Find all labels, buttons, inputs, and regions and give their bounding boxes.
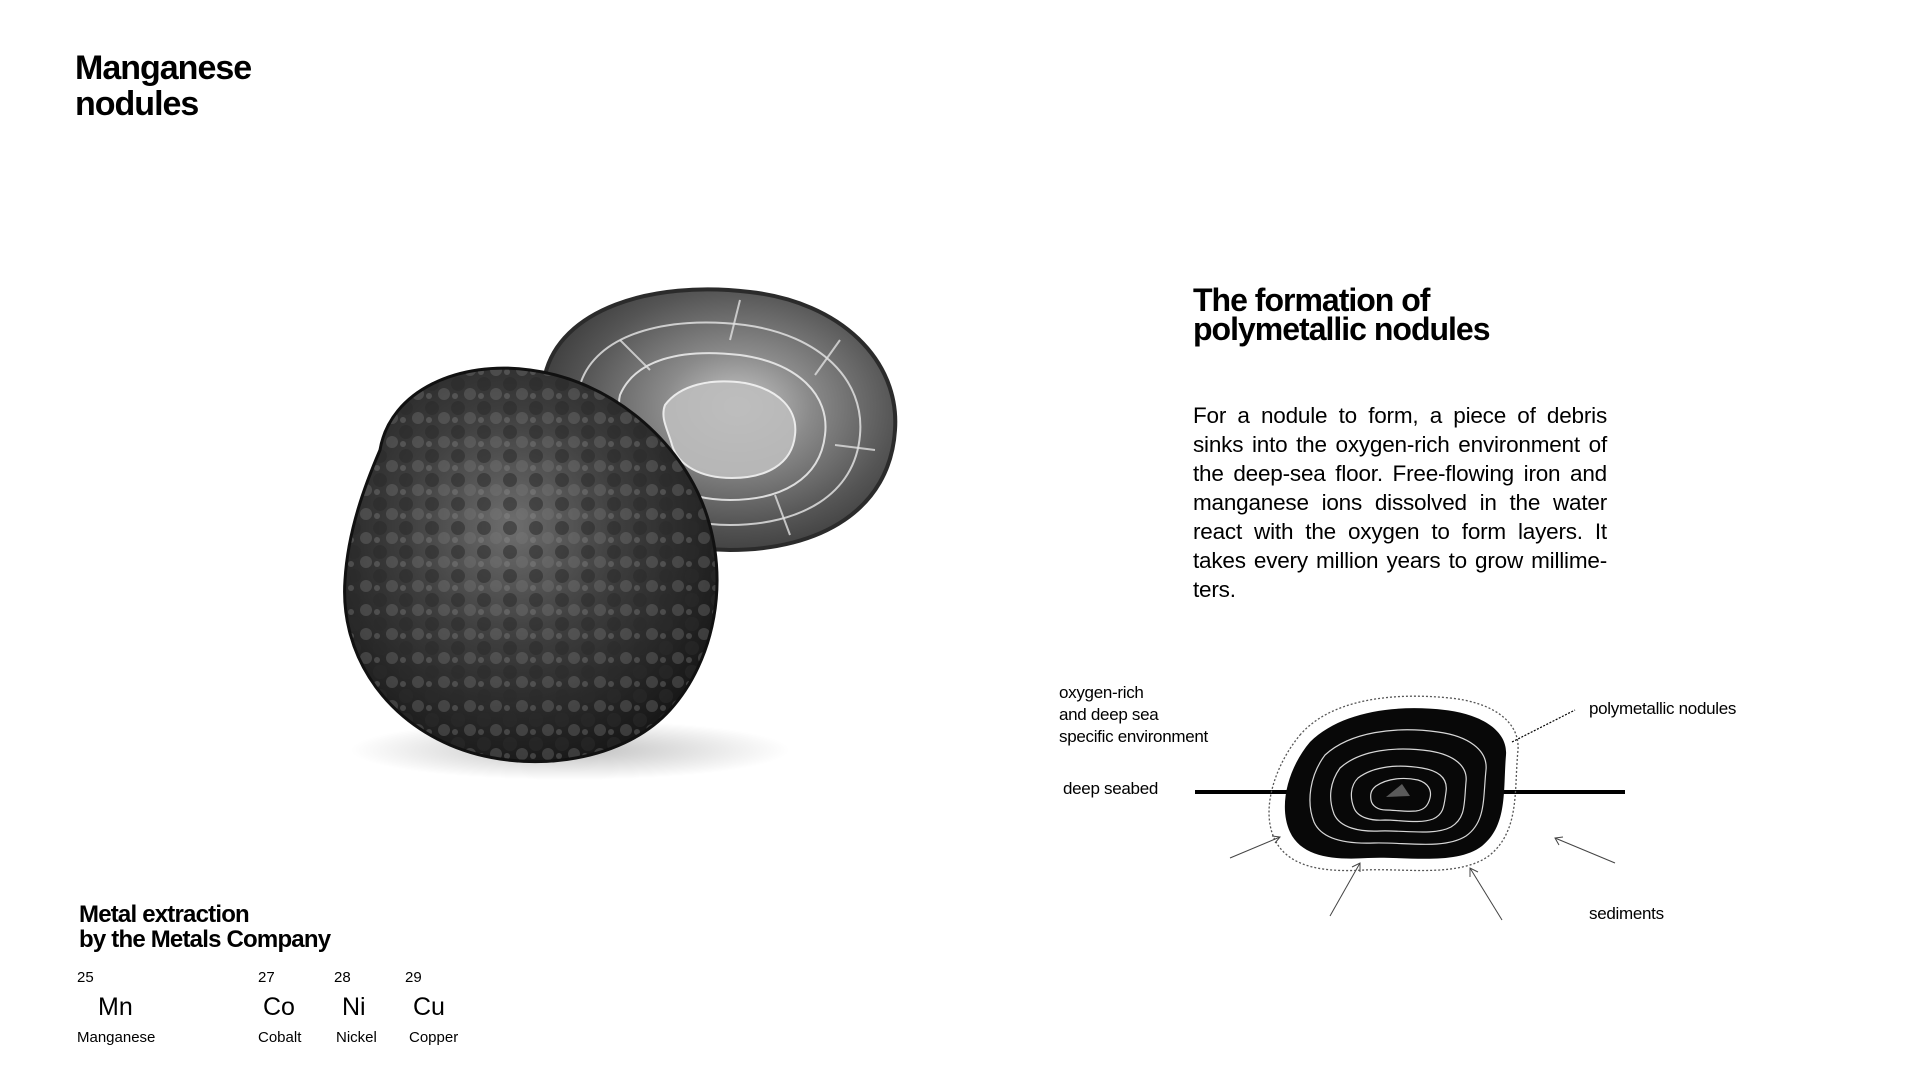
nodule-photo — [320, 280, 920, 800]
page-title — [75, 50, 251, 122]
sediments-label: sediments — [1589, 904, 1664, 923]
metals-title — [79, 902, 330, 952]
metals-title-line-1: Metal extraction — [79, 901, 249, 928]
element-symbol-mn: Mn — [98, 993, 133, 1021]
element-name-mn: Manganese — [77, 1029, 156, 1046]
nodule-shape — [1285, 708, 1506, 859]
formation-title-line-2: polymetallic nodules — [1193, 311, 1490, 347]
formation-title — [1193, 282, 1490, 347]
formation-description: For a nodule to form, a piece of debris sinks into the oxygen-rich environment of the deep-sea floor. Free-flowing iron and manganese ions dissolved in the water react with the oxygen to form layers. It takes every million years to grow millime-ters. — [1193, 403, 1607, 602]
element-number-mn: 25 — [77, 969, 94, 986]
environment-label-line-2: and deep sea — [1059, 705, 1159, 724]
element-number-ni: 28 — [334, 969, 351, 986]
element-name-co: Cobalt — [258, 1029, 302, 1046]
formation-title-line-1: The formation of — [1193, 282, 1430, 318]
element-number-co: 27 — [258, 969, 275, 986]
environment-label — [1059, 682, 1208, 748]
metals-title-line-2: by the Metals Company — [79, 926, 331, 953]
element-symbol-co: Co — [263, 993, 295, 1021]
element-name-ni: Nickel — [336, 1029, 377, 1046]
element-number-cu: 29 — [405, 969, 422, 986]
environment-label-line-3: specific environment — [1059, 727, 1208, 746]
page-title-line-1: Manganese — [75, 49, 252, 87]
nodule-formation-diagram — [1190, 680, 1630, 930]
element-symbol-ni: Ni — [342, 993, 366, 1021]
nodules-label: polymetallic nodules — [1589, 699, 1737, 718]
element-symbol-cu: Cu — [413, 993, 445, 1021]
seabed-label: deep seabed — [1063, 779, 1159, 798]
page-title-line-2: nodules — [75, 85, 199, 123]
element-name-cu: Copper — [409, 1029, 459, 1046]
environment-label-line-1: oxygen-rich — [1059, 683, 1144, 702]
